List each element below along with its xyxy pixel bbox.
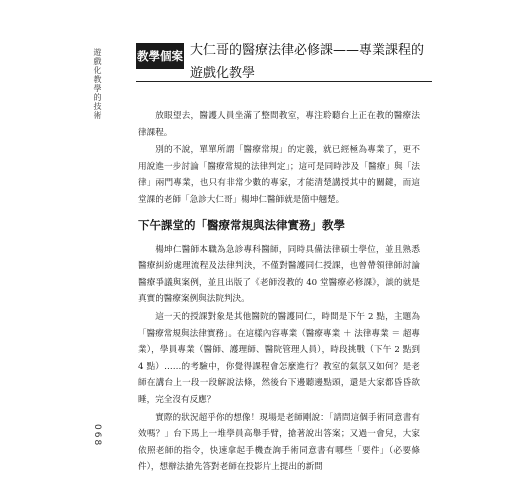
case-label-badge: 教學個案 [136,43,184,69]
paragraph-4: 這一天的授課對象是其他醫院的醫護同仁，時間是下午 2 點，主題為「醫療常規與法律實務」。在這樣內容專業（醫療專業 ＋ 法律專業 ＝ 超專業），學員專業（醫師、護理師、醫院管理人員），時段挑戰（下午 2 點到 4 點）……的考驗中，你覺得課程會怎麼進行？教室的氣氛又如何？是老師在講台上一段一段解說法條，然後台下邊聽邊點頭，還是大家都昏昏欲睡，完全沒有反應？ [138,311,420,405]
paragraph-5: 實際的狀況超乎你的想像！現場是老師剛說：「請問這個手術同意書有效嗎？」台下馬上一堆學員高舉手臂，搶著說出答案；又過一會兒，大家依照老師的指令，快速拿起手機查詢手術同意書有哪些「要件」（必要條件），想辦法搶先答對老師在投影片上提出的新問 [138,412,420,473]
section-heading: 下午課堂的「醫療常規與法律實務」教學 [138,217,345,232]
body-text [138,108,420,477]
case-header [136,33,432,99]
paragraph-1: 放眼望去，醫護人員坐滿了整間教室，專注聆聽台上正在教的醫療法律課程。 [138,111,420,138]
page-number: 068 [92,424,102,448]
paragraph-3: 楊坤仁醫師本職為急診專科醫師，同時具備法律碩士學位，並且熟悉醫療糾紛處理流程及法律判決，不僅對醫護同仁授課，也曾帶領律師討論醫療爭議與案例，並且出版了《老師沒教的 40 堂醫療必修課》，談的就是真實的醫療案例與法院判決。 [138,244,420,305]
header-rule [136,81,432,82]
running-book-title: 遊戲化教學的技術 [93,48,102,120]
paragraph-2: 別的不說，單單所謂「醫療常規」的定義，就已經極為專業了，更不用說進一步討論「醫療常規的法律判定」；這可是同時涉及「醫療」與「法律」兩門專業，也只有非常少數的專家，才能清楚講授其中的關鍵，而這堂課的老師「急診大仁哥」楊坤仁醫師就是箇中翹楚。 [138,145,420,205]
case-title: 大仁哥的醫療法律必修課——專業課程的遊戲化教學 [190,43,425,81]
